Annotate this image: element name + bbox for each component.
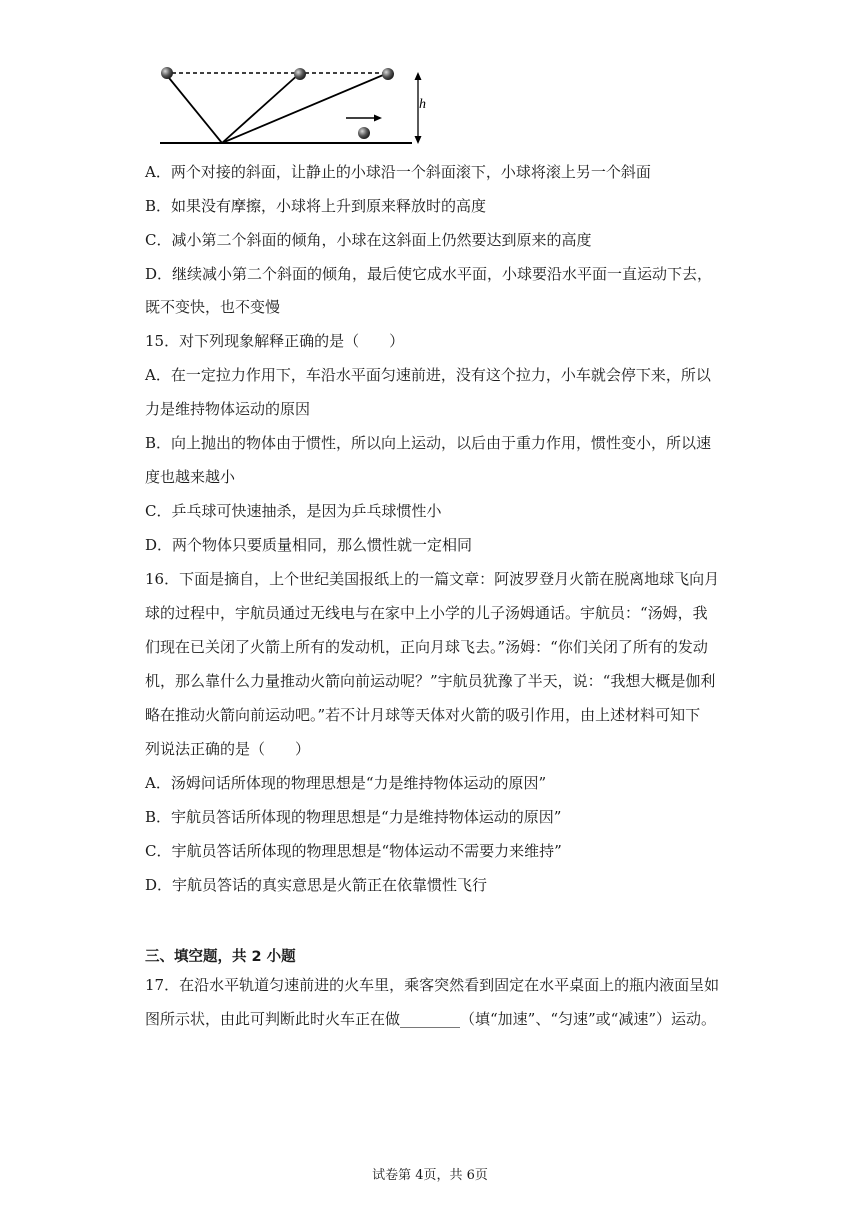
- q16-stem-line: 16．下面是摘自，上个世纪美国报纸上的一篇文章：阿波罗登月火箭在脱离地球飞向月: [145, 570, 720, 588]
- ball-middle: [294, 68, 306, 80]
- q15-option-b: B．向上抛出的物体由于惯性，所以向上运动，以后由于重力作用，惯性变小，所以速: [145, 434, 712, 452]
- q15-option-d: D．两个物体只要质量相同，那么惯性就一定相同: [145, 536, 473, 554]
- q15-stem: 15．对下列现象解释正确的是（ ）: [145, 332, 405, 350]
- ball-right: [382, 68, 394, 80]
- height-arrowhead-top: [415, 72, 422, 80]
- page-footer: 试卷第 4页，共 6页: [372, 1168, 488, 1183]
- q15-option-a: A．在一定拉力作用下，车沿水平面匀速前进，没有这个拉力，小车就会停下来，所以: [145, 366, 711, 384]
- q16-stem-line: 机，那么靠什么力量推动火箭向前运动呢？”宇航员犹豫了半天，说：“我想大概是伽利: [145, 672, 716, 690]
- ball-left: [161, 67, 173, 79]
- q14-option-d: D．继续减小第二个斜面的倾角，最后使它成水平面，小球要沿水平面一直运动下去，: [145, 265, 713, 283]
- q16-stem-line: 球的过程中，宇航员通过无线电与在家中上小学的儿子汤姆通话。宇航员：“汤姆，我: [145, 604, 708, 622]
- ball-ground: [358, 127, 370, 139]
- q16-option-c: C．宇航员答话所体现的物理思想是“物体运动不需要力来维持”: [145, 842, 562, 860]
- q14-option-d-cont: 既不变快，也不变慢: [145, 298, 281, 316]
- q16-stem-line: 略在推动火箭向前运动吧。”若不计月球等天体对火箭的吸引作用，由上述材料可知下: [145, 706, 701, 724]
- height-arrowhead-bottom: [415, 136, 422, 144]
- q16-option-d: D．宇航员答话的真实意思是火箭正在依靠惯性飞行: [145, 876, 488, 894]
- q15-option-c: C．乒乓球可快速抽杀，是因为乒乓球惯性小: [145, 502, 442, 520]
- q16-stem-line: 列说法正确的是（ ）: [145, 740, 311, 758]
- q16-stem-line: 们现在已关闭了火箭上所有的发动机，正向月球飞去。”汤姆：“你们关闭了所有的发动: [145, 638, 708, 656]
- left-incline: [165, 73, 222, 143]
- q17-line: 图所示状，由此可判断此时火车正在做________（填“加速”、“匀速”或“减速”）运动。: [145, 1010, 717, 1028]
- q16-option-b: B．宇航员答话所体现的物理思想是“力是维持物体运动的原因”: [145, 808, 562, 826]
- q16-option-a: A．汤姆问话所体现的物理思想是“力是维持物体运动的原因”: [145, 774, 547, 792]
- q15-option-b-cont: 度也越来越小: [145, 468, 236, 486]
- q17-line: 17．在沿水平轨道匀速前进的火车里，乘客突然看到固定在水平桌面上的瓶内液面呈如: [145, 976, 720, 994]
- q14-option-a: A．两个对接的斜面，让静止的小球沿一个斜面滚下，小球将滚上另一个斜面: [145, 163, 651, 181]
- inclined-planes-diagram: [150, 58, 440, 158]
- q14-option-b: B．如果没有摩擦，小球将上升到原来释放时的高度: [145, 197, 487, 215]
- motion-arrowhead: [374, 115, 382, 122]
- inclined-planes-figure: [150, 58, 440, 158]
- steep-right-incline: [222, 73, 300, 143]
- q15-option-a-cont: 力是维持物体运动的原因: [145, 400, 311, 418]
- q14-option-c: C．减小第二个斜面的倾角，小球在这斜面上仍然要达到原来的高度: [145, 231, 592, 249]
- section-heading: 三、填空题，共 2 小题: [145, 949, 296, 965]
- height-label: h: [419, 97, 426, 112]
